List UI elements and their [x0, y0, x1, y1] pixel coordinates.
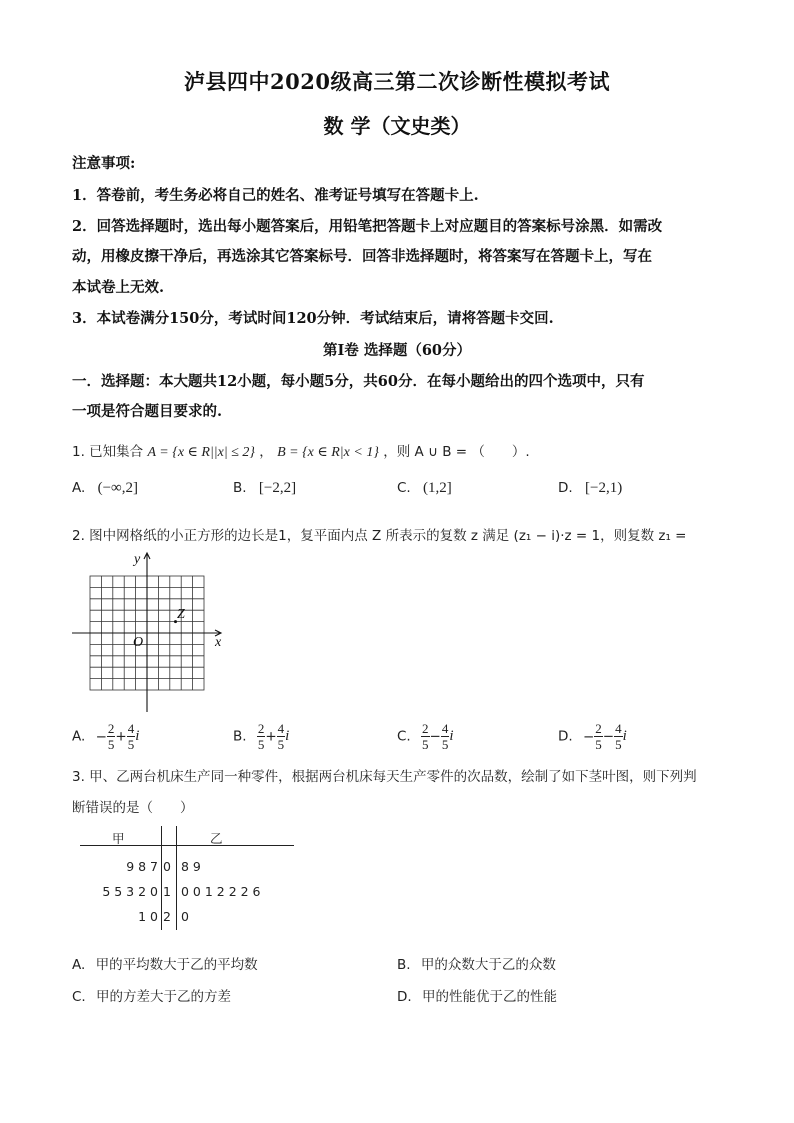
- q3-option-b[interactable]: B. 甲的众数大于乙的众数: [397, 957, 556, 973]
- stem-leaf-row-2-stem: 2: [163, 909, 171, 924]
- complex-plane-grid: [70, 548, 240, 716]
- q2-option-b[interactable]: B. $\frac{2}{5}$ + $\frac{4}{5}$ i: [233, 721, 290, 752]
- stem-leaf-row-0-left: 9 8 7: [126, 859, 158, 874]
- notes-heading: 注意事项:: [72, 155, 136, 172]
- note-item-1: 1．答卷前，考生务必将自己的姓名、准考证号填写在答题卡上.: [72, 187, 479, 204]
- stem-leaf-row-0-stem: 0: [163, 859, 171, 874]
- exam-title: 泸县四中2020级高三第二次诊断性模拟考试: [184, 69, 610, 94]
- stem-leaf-row-1-stem: 1: [163, 884, 171, 899]
- stem-leaf-head-right: 乙: [210, 831, 223, 846]
- q2-stem: 2. 图中网格纸的小正方形的边长是1，复平面内点 Z 所表示的复数 z 满足 (z₁ − i)·z = 1，则复数 z₁ =: [72, 528, 687, 544]
- section-instruction-line-2: 一项是符合题目要求的.: [72, 403, 223, 420]
- q1-option-c[interactable]: C. (1,2]: [397, 480, 452, 496]
- exam-subtitle: 数 学（文史类）: [323, 114, 471, 138]
- stem-leaf-divider-right: [176, 826, 177, 930]
- stem-leaf-row-0-right: 8 9: [181, 859, 201, 874]
- q3-option-c[interactable]: C. 甲的方差大于乙的方差: [72, 989, 232, 1005]
- q1-stem: 1. 已知集合 A = {x ∈ R||x| ≤ 2} ， B = {x ∈ R|x < 1} ，则 A ∪ B = （ ）.: [72, 444, 530, 460]
- q1-prefix: 1. 已知集合: [72, 444, 144, 460]
- q1-option-d[interactable]: D. [−2,1): [558, 480, 623, 496]
- stem-leaf-row-1-right: 0 0 1 2 2 2 6: [181, 884, 261, 899]
- section-title: 第Ⅰ卷 选择题（60分）: [322, 342, 471, 359]
- q1-option-b[interactable]: B. [−2,2]: [233, 480, 297, 496]
- stem-leaf-row-2-right: 0: [181, 909, 189, 924]
- stem-leaf-divider-left: [161, 826, 162, 930]
- q3-stem-line-1: 3. 甲、乙两台机床生产同一种零件，根据两台机床每天生产零件的次品数，绘制了如下茎叶图，则下列判: [72, 769, 697, 785]
- origin-label: O: [133, 635, 144, 650]
- q1-set-a: A = {x ∈ R||x| ≤ 2}: [147, 445, 255, 460]
- q1-suffix: ，则 A ∪ B = （ ）.: [383, 444, 530, 460]
- stem-leaf-row-2-left: 1 0: [138, 909, 158, 924]
- q3-stem-line-2: 断错误的是（ ）: [72, 800, 194, 816]
- q2-option-a[interactable]: A. − $\frac{2}{5}$ + $\frac{4}{5}$ i: [72, 721, 140, 752]
- q1-option-a[interactable]: A. (−∞,2]: [72, 480, 138, 496]
- note-item-3: 3．本试卷满分150分，考试时间120分钟．考试结束后，请将答题卡交回.: [72, 310, 554, 327]
- stem-leaf-head-left: 甲: [112, 831, 125, 846]
- note-item-2-line-2: 动，用橡皮擦干净后，再选涂其它答案标号．回答非选择题时，将答案写在答题卡上，写在: [72, 248, 652, 265]
- axes: [72, 553, 221, 712]
- note-item-2-line-1: 2．回答选择题时，选出每小题答案后，用铅笔把答题卡上对应题目的答案标号涂黑．如需改: [72, 218, 663, 235]
- note-item-2-line-3: 本试卷上无效.: [72, 279, 165, 296]
- point-z-label: Z: [177, 607, 185, 622]
- section-instruction-line-1: 一．选择题：本大题共12小题，每小题5分，共60分．在每小题给出的四个选项中，只有: [72, 373, 645, 390]
- q2-option-c[interactable]: C. $\frac{2}{5}$ − $\frac{4}{5}$ i: [397, 721, 454, 752]
- q1-set-b: B = {x ∈ R|x < 1}: [277, 445, 379, 460]
- q3-option-d[interactable]: D. 甲的性能优于乙的性能: [397, 989, 557, 1005]
- stem-leaf-row-1-left: 5 5 3 2 0: [102, 884, 158, 899]
- q2-option-d[interactable]: D. − $\frac{2}{5}$ − $\frac{4}{5}$ i: [558, 721, 627, 752]
- x-axis-label: x: [215, 635, 222, 650]
- q3-option-a[interactable]: A. 甲的平均数大于乙的平均数: [72, 957, 258, 973]
- y-axis-label: y: [134, 552, 141, 567]
